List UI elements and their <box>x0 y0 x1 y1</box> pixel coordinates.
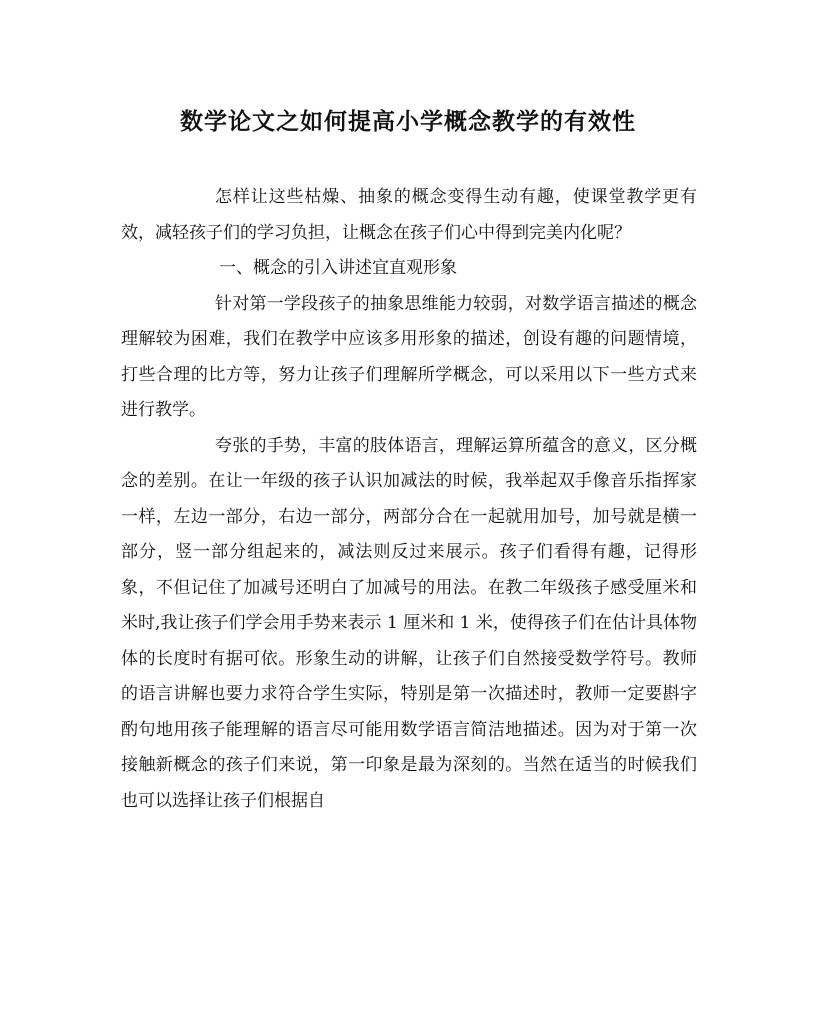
paragraph-intro: 怎样让这些枯燥、抽象的概念变得生动有趣，使课堂教学更有效，减轻孩子们的学习负担，让概念在孩子们心中得到完美内化呢？ <box>121 187 697 243</box>
section-heading: 一、概念的引入讲述宜直观形象 <box>219 258 457 278</box>
document-title: 数学论文之如何提高小学概念教学的有效性 <box>180 108 636 135</box>
document-body <box>121 180 697 819</box>
paragraph-method: 针对第一学段孩子的抽象思维能力较弱，对数学语言描述的概念理解较为困难，我们在教学中应该多用形象的描述，创设有趣的问题情境，打些合理的比方等，努力让孩子们理解所学概念，可以采用以下一些方式来进行教学。 <box>121 293 697 420</box>
paragraph-gesture: 夸张的手势，丰富的肢体语言，理解运算所蕴含的意义，区分概念的差别。在让一年级的孩子认识加减法的时候，我举起双手像音乐指挥家一样，左边一部分，右边一部分，两部分合在一起就用加号，加号就是横一部分，竖一部分组起来的，减法则反过来展示。孩子们看得有趣，记得形象，不但记住了加减号还明白了加减号的用法。在教二年级孩子感受厘米和米时,我让孩子们学会用手势来表示 1 厘米和 1 米，使得孩子们在估计具体物体的长度时有据可依。形象生动的讲解，让孩子们自然接受数学符号。教师的语言讲解也要力求符合学生实际，特别是第一次描述时，教师一定要斟字酌句地用孩子能理解的语言尽可能用数学语言简洁地描述。因为对于第一次接触新概念的孩子们来说，第一印象是最为深刻的。当然在适当的时候我们也可以选择让孩子们根据自 <box>121 435 697 811</box>
